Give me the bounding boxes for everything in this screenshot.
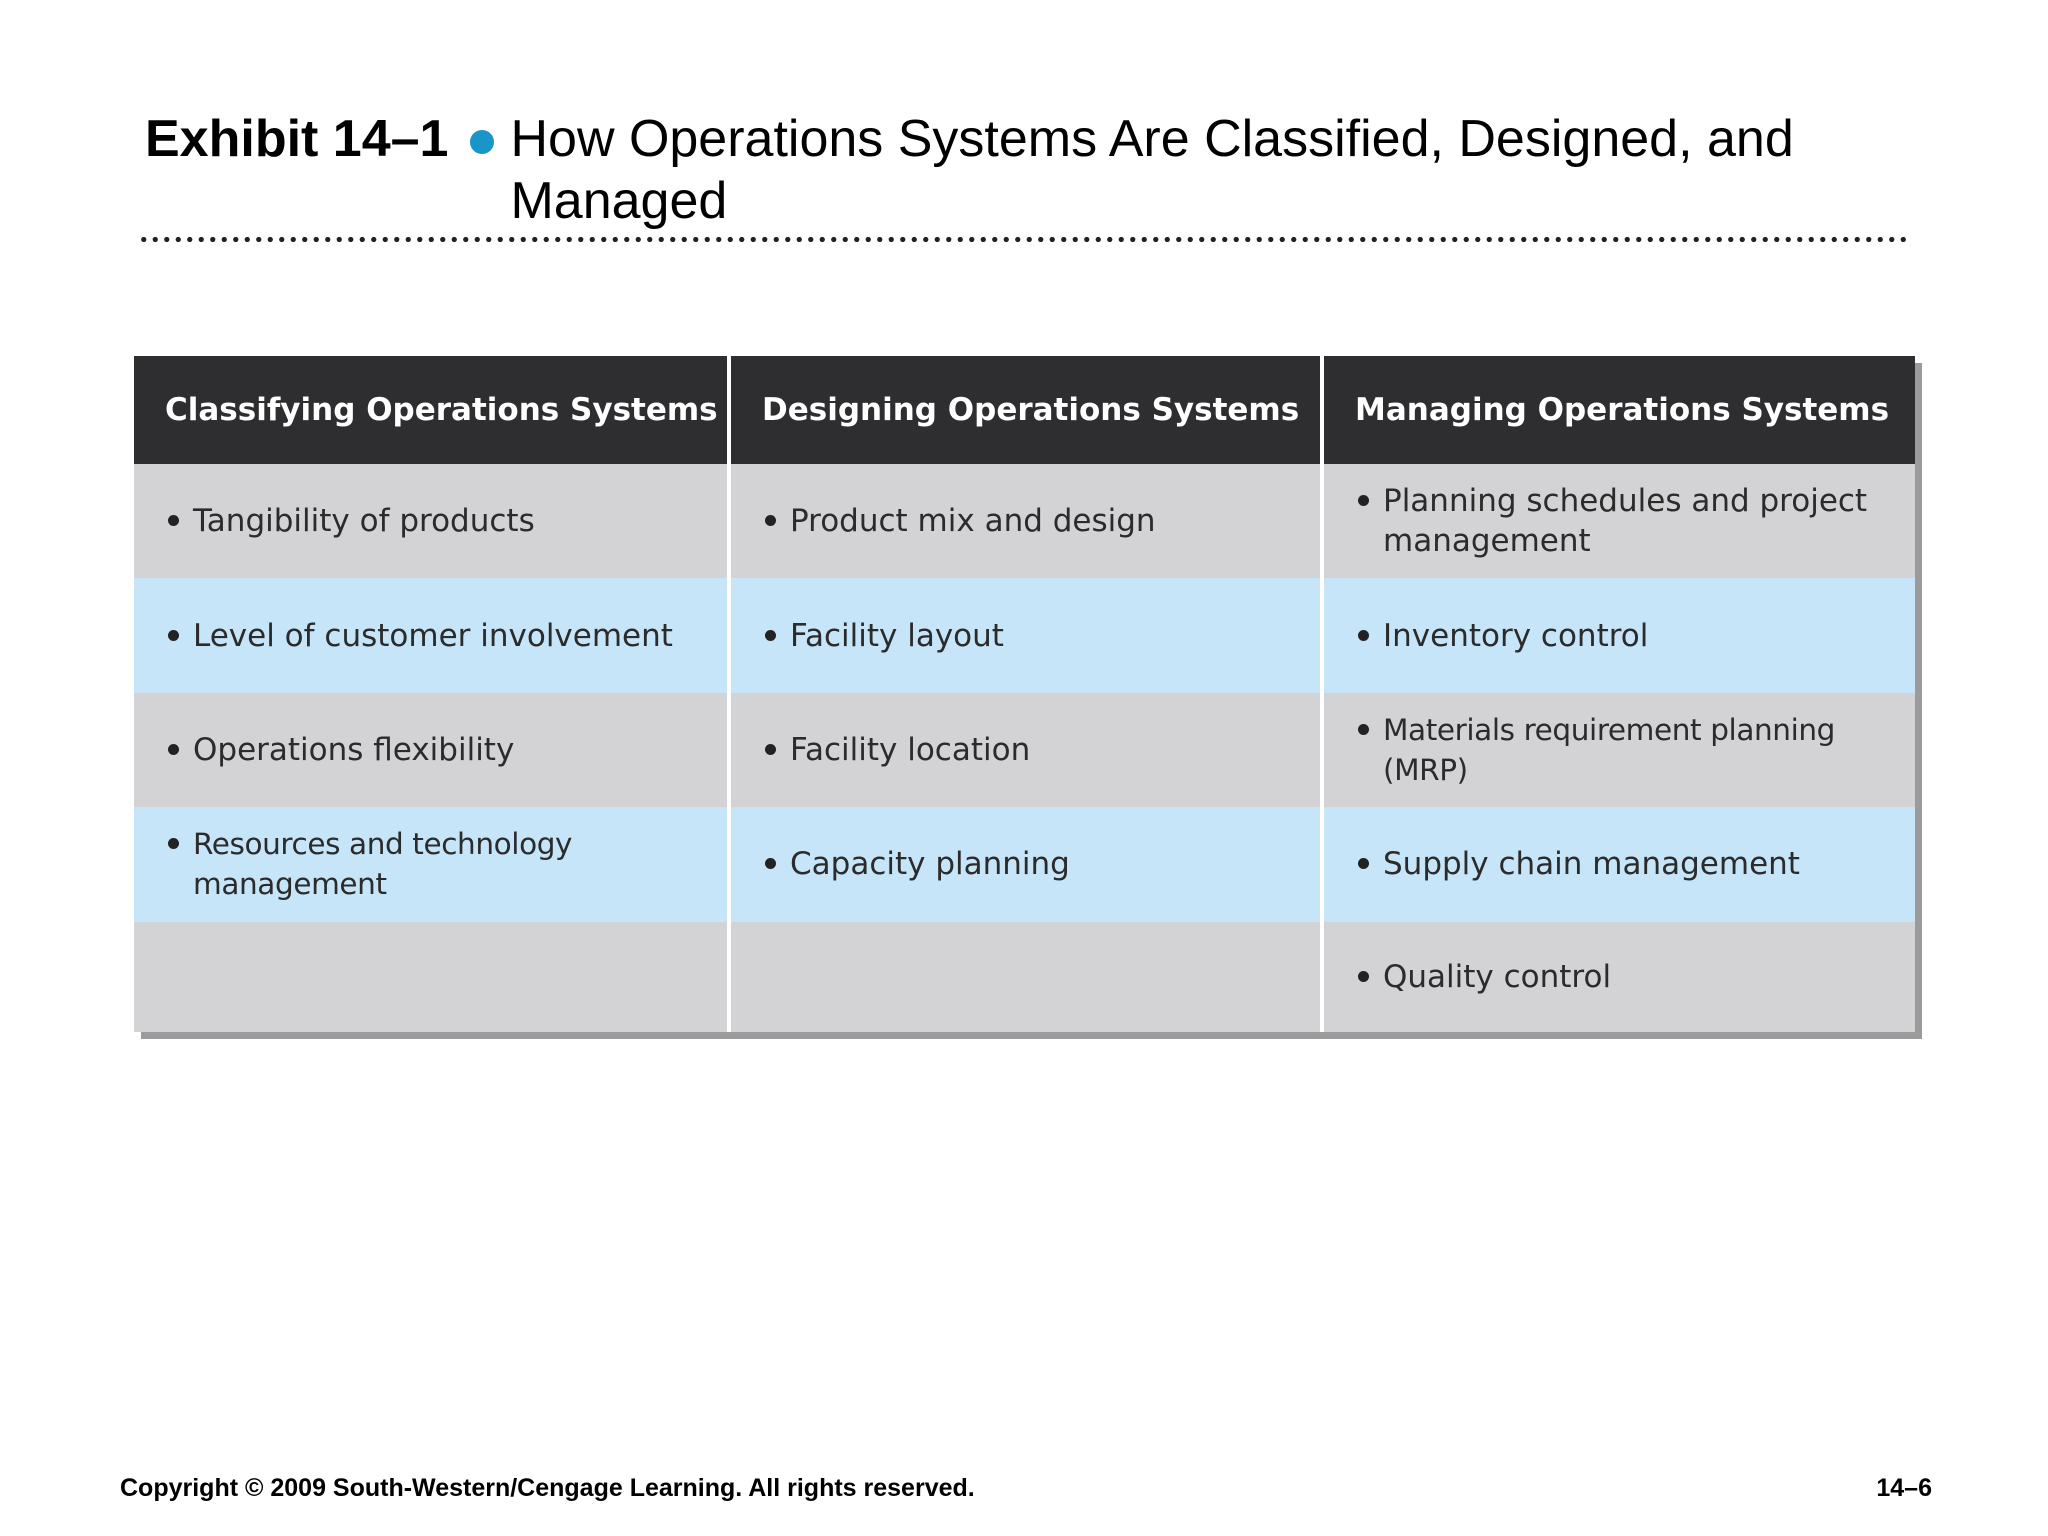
- cell-text: Supply chain management: [1383, 846, 1800, 883]
- table-cell: [729, 464, 1322, 578]
- cell-text: Materials requirement planning (MRP): [1383, 712, 1836, 787]
- table-cell-empty: [134, 922, 729, 1032]
- table-row: [134, 922, 1915, 1032]
- table-cell: [134, 578, 729, 692]
- bullet-icon: [168, 515, 179, 526]
- exhibit-label: Exhibit 14–1: [145, 110, 449, 168]
- table-cell: [1322, 922, 1915, 1032]
- header-designing: Designing Operations Systems: [729, 356, 1322, 464]
- table-cell: [1322, 807, 1915, 921]
- table-cell: [729, 807, 1322, 921]
- cell-text: Inventory control: [1383, 617, 1649, 654]
- bullet-icon: [1358, 495, 1369, 506]
- table-cell: [1322, 693, 1915, 807]
- bullet-icon: [765, 515, 776, 526]
- table-cell: [1322, 464, 1915, 578]
- table-row: [134, 693, 1915, 807]
- bullet-icon: [765, 744, 776, 755]
- table-cell-empty: [729, 922, 1322, 1032]
- cell-text: Tangibility of products: [193, 503, 535, 540]
- operations-table-container: [134, 356, 1915, 1032]
- cell-text: Facility location: [790, 731, 1031, 768]
- cell-text: Facility layout: [790, 617, 1004, 654]
- cell-text: Product mix and design: [790, 503, 1156, 540]
- exhibit-heading: How Operations Systems Are Classified, Designed, and Managed: [510, 110, 1794, 230]
- bullet-icon: [1358, 724, 1369, 735]
- page-number: 14–6: [1876, 1474, 1932, 1502]
- bullet-icon: [168, 630, 179, 641]
- table-row: [134, 578, 1915, 692]
- dotted-divider: [138, 236, 1912, 243]
- table-header-row: [134, 356, 1915, 464]
- table-cell: [1322, 578, 1915, 692]
- bullet-icon: [1358, 858, 1369, 869]
- exhibit-title: [145, 108, 1925, 232]
- bullet-icon: [1358, 630, 1369, 641]
- cell-text: Capacity planning: [790, 846, 1070, 883]
- operations-table: [134, 356, 1915, 1032]
- cell-text: Level of customer involvement: [193, 617, 673, 654]
- bullet-icon: [168, 744, 179, 755]
- header-classifying: Classifying Operations Systems: [134, 356, 729, 464]
- table-cell: [134, 807, 729, 921]
- table-cell: [134, 464, 729, 578]
- cell-text: Resources and technology management: [193, 827, 573, 902]
- bullet-icon: [1358, 971, 1369, 982]
- bullet-icon: [765, 630, 776, 641]
- title-bullet-icon: [470, 130, 494, 154]
- bullet-icon: [765, 858, 776, 869]
- table-cell: [134, 693, 729, 807]
- table-cell: [729, 578, 1322, 692]
- table-row: [134, 464, 1915, 578]
- header-managing: Managing Operations Systems: [1322, 356, 1915, 464]
- bullet-icon: [168, 838, 179, 849]
- cell-text: Operations flexibility: [193, 731, 515, 768]
- table-row: [134, 807, 1915, 921]
- cell-text: Quality control: [1383, 958, 1612, 995]
- cell-text: Planning schedules and project management: [1383, 483, 1868, 560]
- copyright-notice: Copyright © 2009 South-Western/Cengage Learning. All rights reserved.: [120, 1474, 975, 1502]
- table-cell: [729, 693, 1322, 807]
